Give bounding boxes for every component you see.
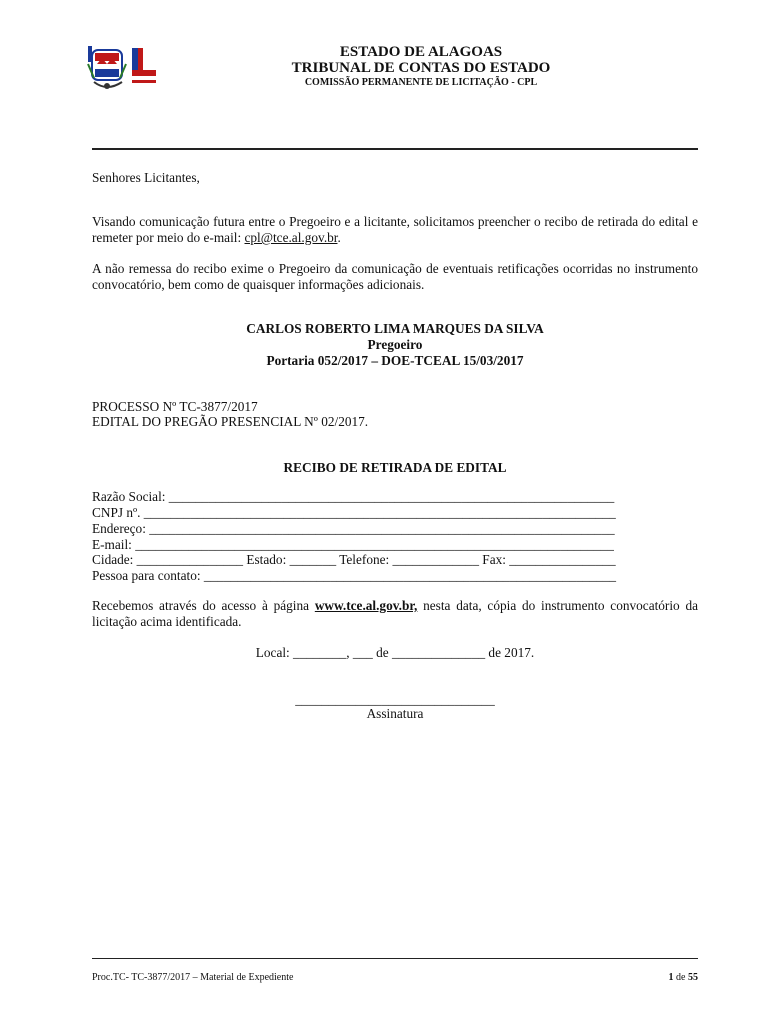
field-email[interactable]: E-mail: ________________________________________________________________________ [92,537,614,552]
signer-role: Pregoeiro [367,337,423,352]
header-divider [92,148,698,150]
field-pessoa-contato[interactable]: Pessoa para contato: ______________________________________________________________ [92,568,617,583]
header-court: TRIBUNAL DE CONTAS DO ESTADO [291,60,551,76]
paragraph-notice: A não remessa do recibo exime o Pregoeiro da comunicação de eventuais retificações ocorridas no instrumento convocatório, bem como de quaisquer informações adicionais. [92,261,698,292]
field-cnpj[interactable]: CNPJ nº. _______________________________________________________________________ [92,505,616,520]
paragraph-communication-text: Visando comunicação futura entre o Pregoeiro e a licitante, solicitamos preencher o recibo de retirada do edital e remeter por meio do e-mail: [92,214,698,245]
footer-divider [92,958,698,959]
page-of: de [673,972,688,983]
signature-label: Assinatura [366,706,424,721]
footer-process-ref: Proc.TC- TC-3877/2017 – Material de Expediente [92,972,294,983]
local-date-line[interactable]: Local: ________, ___ de ______________ de 2017. [255,645,535,660]
recibo-title: RECIBO DE RETIRADA DE EDITAL [283,460,507,475]
page-current: 1 [668,972,674,983]
greeting: Senhores Licitantes, [92,170,200,185]
field-endereco[interactable]: Endereço: ______________________________________________________________________ [92,521,615,536]
paragraph-communication-end: . [337,230,341,245]
paragraph-receipt-text: Recebemos através do acesso à página [92,598,315,613]
paragraph-communication [92,214,698,246]
email-link[interactable]: cpl@tce.al.gov.br [244,230,338,245]
header-state: ESTADO DE ALAGOAS [339,44,503,60]
tce-logo [86,44,162,96]
page-counter [669,972,698,983]
process-number: PROCESSO Nº TC-3877/2017 [92,399,258,414]
paragraph-receipt-end: nesta data, cópia do instrumento convocatório da licitação acima identificada. [92,598,699,629]
signature-line[interactable]: ______________________________ [295,692,495,707]
field-cidade-estado-telefone-fax[interactable]: Cidade: ________________ Estado: _______ Telefone: _____________ Fax: ________________ [92,552,616,567]
signer-portaria: Portaria 052/2017 – DOE-TCEAL 15/03/2017 [266,353,524,368]
site-link[interactable]: www.tce.al.gov.br, [314,598,418,613]
edital-number: EDITAL DO PREGÃO PRESENCIAL Nº 02/2017. [92,414,369,429]
header-commission: COMISSÃO PERMANENTE DE LICITAÇÃO - CPL [304,77,538,88]
paragraph-receipt [92,598,698,630]
field-razao-social[interactable]: Razão Social: ___________________________________________________________________ [92,489,615,504]
document-header [270,44,572,90]
signer-name: CARLOS ROBERTO LIMA MARQUES DA SILVA [246,321,544,336]
page-total: 55 [688,972,698,983]
